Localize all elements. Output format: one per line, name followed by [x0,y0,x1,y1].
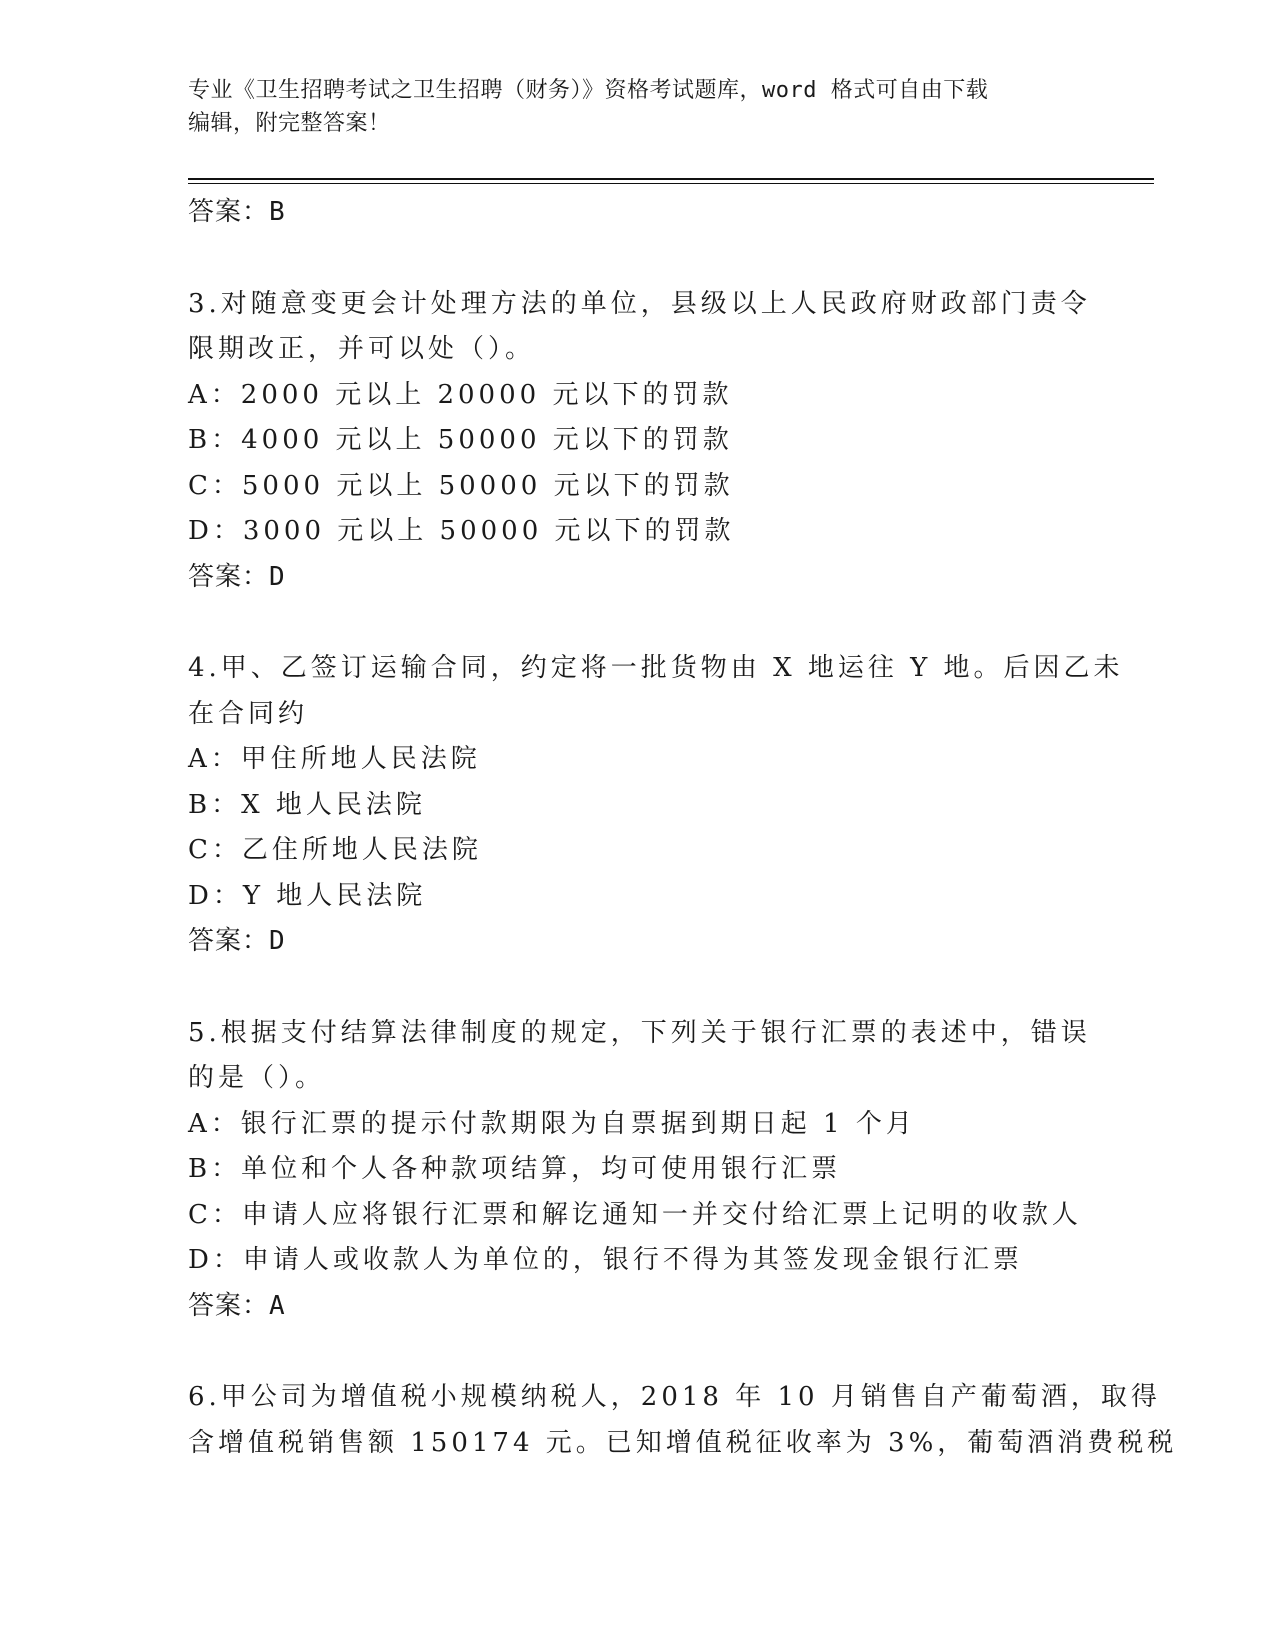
question-stem: 的是（）。 [188,1063,326,1093]
page-header [188,74,1068,140]
spacer [188,236,1088,282]
spacer [188,1329,1088,1375]
question-stem: 含增值税销售额 150174 元。已知增值税征收率为 3%，葡萄酒消费税税 [188,1427,1178,1458]
option-b: B：X 地人民法院 [188,789,426,820]
option-b: B：4000 元以上 50000 元以下的罚款 [188,425,733,455]
answer-line: 答案：D [188,926,286,956]
option-c: C：申请人应将银行汇票和解讫通知一并交付给汇票上记明的收款人 [188,1199,1082,1230]
option-a: A：银行汇票的提示付款期限为自票据到期日起 1 个月 [188,1108,916,1139]
question-block [188,282,1091,601]
option-a: A：甲住所地人民法院 [188,744,481,774]
answer-line: 答案：B [188,197,286,227]
question-stem: 4.甲、乙签订运输合同，约定将一批货物由 X 地运往 Y 地。后因乙未 [188,653,1124,683]
question-stem: 限期改正，并可以处（）。 [188,334,536,364]
question-block [188,646,1124,965]
question-stem: 6.甲公司为增值税小规模纳税人，2018 年 10 月销售自产葡萄酒，取得 [188,1382,1161,1412]
document-body [188,190,1178,1466]
option-c: C：乙住所地人民法院 [188,835,482,865]
option-d: D：Y 地人民法院 [188,880,427,911]
spacer [188,600,1088,646]
spacer [188,965,1088,1011]
question-stem: 5.根据支付结算法律制度的规定，下列关于银行汇票的表述中，错误 [188,1017,1091,1048]
option-d: D：3000 元以上 50000 元以下的罚款 [188,516,735,546]
option-c: C：5000 元以上 50000 元以下的罚款 [188,470,734,501]
option-b: B：单位和个人各种款项结算，均可使用银行汇票 [188,1154,842,1184]
question-block [188,1011,1091,1330]
header-line-1: 专业《卫生招聘考试之卫生招聘（财务）》资格考试题库，word 格式可自由下载 [188,78,989,103]
option-a: A：2000 元以上 20000 元以下的罚款 [188,379,733,410]
answer-line: 答案：A [188,1290,286,1321]
header-divider [188,178,1154,184]
question-stem: 在合同约 [188,698,309,729]
answer-line: 答案：D [188,561,286,592]
header-line-2: 编辑，附完整答案！ [188,111,391,136]
question-stem: 3.对随意变更会计处理方法的单位，县级以上人民政府财政部门责令 [188,288,1091,319]
question-block [188,1375,1178,1466]
option-d: D：申请人或收款人为单位的，银行不得为其签发现金银行汇票 [188,1245,1023,1275]
